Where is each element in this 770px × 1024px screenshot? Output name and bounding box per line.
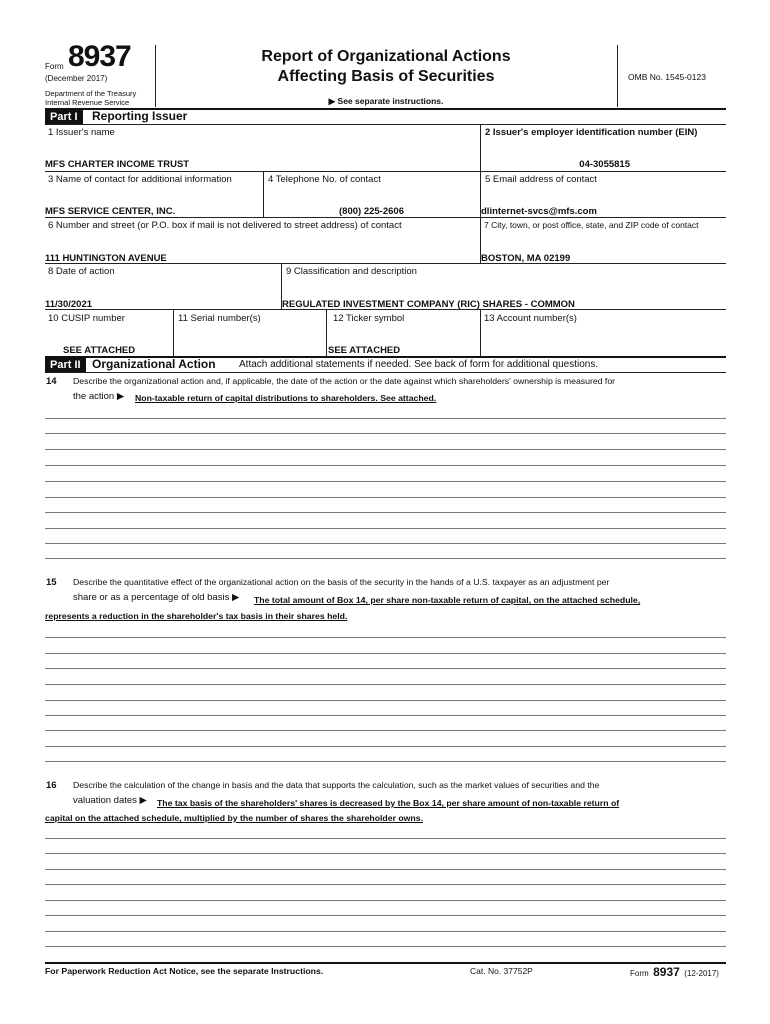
form-number: 8937 <box>68 40 131 73</box>
street-label: 6 Number and street (or P.O. box if mail is not delivered to street address) of contact <box>48 220 402 231</box>
date-of-action-field[interactable]: 11/30/2021 <box>45 299 93 310</box>
ein-field[interactable]: 04-3055815 <box>579 159 630 170</box>
account-number-label: 13 Account number(s) <box>484 313 577 324</box>
classification-label: 9 Classification and description <box>286 266 417 277</box>
footer-form-number: 8937 <box>653 965 680 979</box>
form-revision: (December 2017) <box>45 74 108 83</box>
q16-answer-line1[interactable]: The tax basis of the shareholders' shares is decreased by the Box 14, per share amount of non-taxable return of <box>157 798 620 808</box>
issuer-name-label: 1 Issuer's name <box>48 127 115 138</box>
q14-lead: the action ▶ <box>73 391 125 402</box>
footer-rule <box>45 962 726 964</box>
q16-answer-line2[interactable]: capital on the attached schedule, multiplied by the number of shares the shareholder owns. <box>45 813 423 823</box>
ein-label: 2 Issuer's employer identification number (EIN) <box>485 127 698 138</box>
contact-name-label: 3 Name of contact for additional information <box>48 174 232 185</box>
paperwork-notice: For Paperwork Reduction Act Notice, see the separate Instructions. <box>45 966 324 976</box>
serial-number-label: 11 Serial number(s) <box>178 313 261 324</box>
contact-name-field[interactable]: MFS SERVICE CENTER, INC. <box>45 206 176 217</box>
service-name: Internal Revenue Service <box>45 98 130 107</box>
part2-label: Part II <box>45 358 86 372</box>
form-header <box>0 0 770 108</box>
form-word: Form <box>45 62 64 71</box>
classification-field[interactable]: REGULATED INVESTMENT COMPANY (RIC) SHARES - COMMON <box>282 299 575 310</box>
q15-answer-line1[interactable]: The total amount of Box 14, per share non-taxable return of capital, on the attached schedule, <box>254 595 641 605</box>
issuer-name-field[interactable]: MFS CHARTER INCOME TRUST <box>45 159 190 170</box>
telephone-field[interactable]: (800) 225-2606 <box>339 206 404 217</box>
footer-form-word: Form <box>630 969 649 978</box>
form-title-line2: Affecting Basis of Securities <box>277 68 495 85</box>
part1-label: Part I <box>45 110 83 124</box>
cusip-label: 10 CUSIP number <box>48 313 125 324</box>
city-label: 7 City, town, or post office, state, and ZIP code of contact <box>484 220 699 230</box>
email-field[interactable]: dlinternet-svcs@mfs.com <box>481 206 597 217</box>
part2-title: Organizational Action <box>92 357 216 371</box>
q14-text: Describe the organizational action and, if applicable, the date of the action or the date against which shareholders' ownership is measured for <box>73 376 616 386</box>
ticker-symbol-label: 12 Ticker symbol <box>333 313 405 324</box>
instructions-note: ▶ See separate instructions. <box>328 96 444 106</box>
part1-title-rule <box>45 124 726 125</box>
q15-lead: share or as a percentage of old basis ▶ <box>73 592 240 603</box>
street-field[interactable]: 111 HUNTINGTON AVENUE <box>45 253 167 264</box>
footer-revision: (12-2017) <box>684 969 719 978</box>
form-title-line1: Report of Organizational Actions <box>261 48 511 65</box>
q15-answer-line2[interactable]: represents a reduction in the shareholder's tax basis in their shares held. <box>45 611 348 621</box>
q15-text: Describe the quantitative effect of the organizational action on the basis of the security in the hands of a U.S. taxpayer as an adjustment per <box>73 577 610 587</box>
part1-title: Reporting Issuer <box>92 109 188 123</box>
part2-subtitle: Attach additional statements if needed. See back of form for additional questions. <box>239 359 599 370</box>
department-name: Department of the Treasury <box>45 89 137 98</box>
footer-form-id <box>630 963 719 981</box>
telephone-label: 4 Telephone No. of contact <box>268 174 381 185</box>
cusip-field[interactable]: SEE ATTACHED <box>63 345 136 356</box>
omb-number: OMB No. 1545-0123 <box>628 72 706 82</box>
ticker-symbol-field[interactable]: SEE ATTACHED <box>328 345 401 356</box>
q15-number: 15 <box>46 577 57 588</box>
q14-answer[interactable]: Non-taxable return of capital distributions to shareholders. See attached. <box>135 393 437 403</box>
date-of-action-label: 8 Date of action <box>48 266 115 277</box>
city-field[interactable]: BOSTON, MA 02199 <box>481 253 571 264</box>
q16-number: 16 <box>46 780 57 791</box>
email-label: 5 Email address of contact <box>485 174 597 185</box>
catalog-number: Cat. No. 37752P <box>470 966 533 976</box>
q16-text: Describe the calculation of the change in basis and the data that supports the calculation, such as the market values of securities and the <box>73 780 600 790</box>
header-divider-right <box>617 45 618 107</box>
q14-number: 14 <box>46 376 57 387</box>
q16-lead: valuation dates ▶ <box>73 795 147 806</box>
